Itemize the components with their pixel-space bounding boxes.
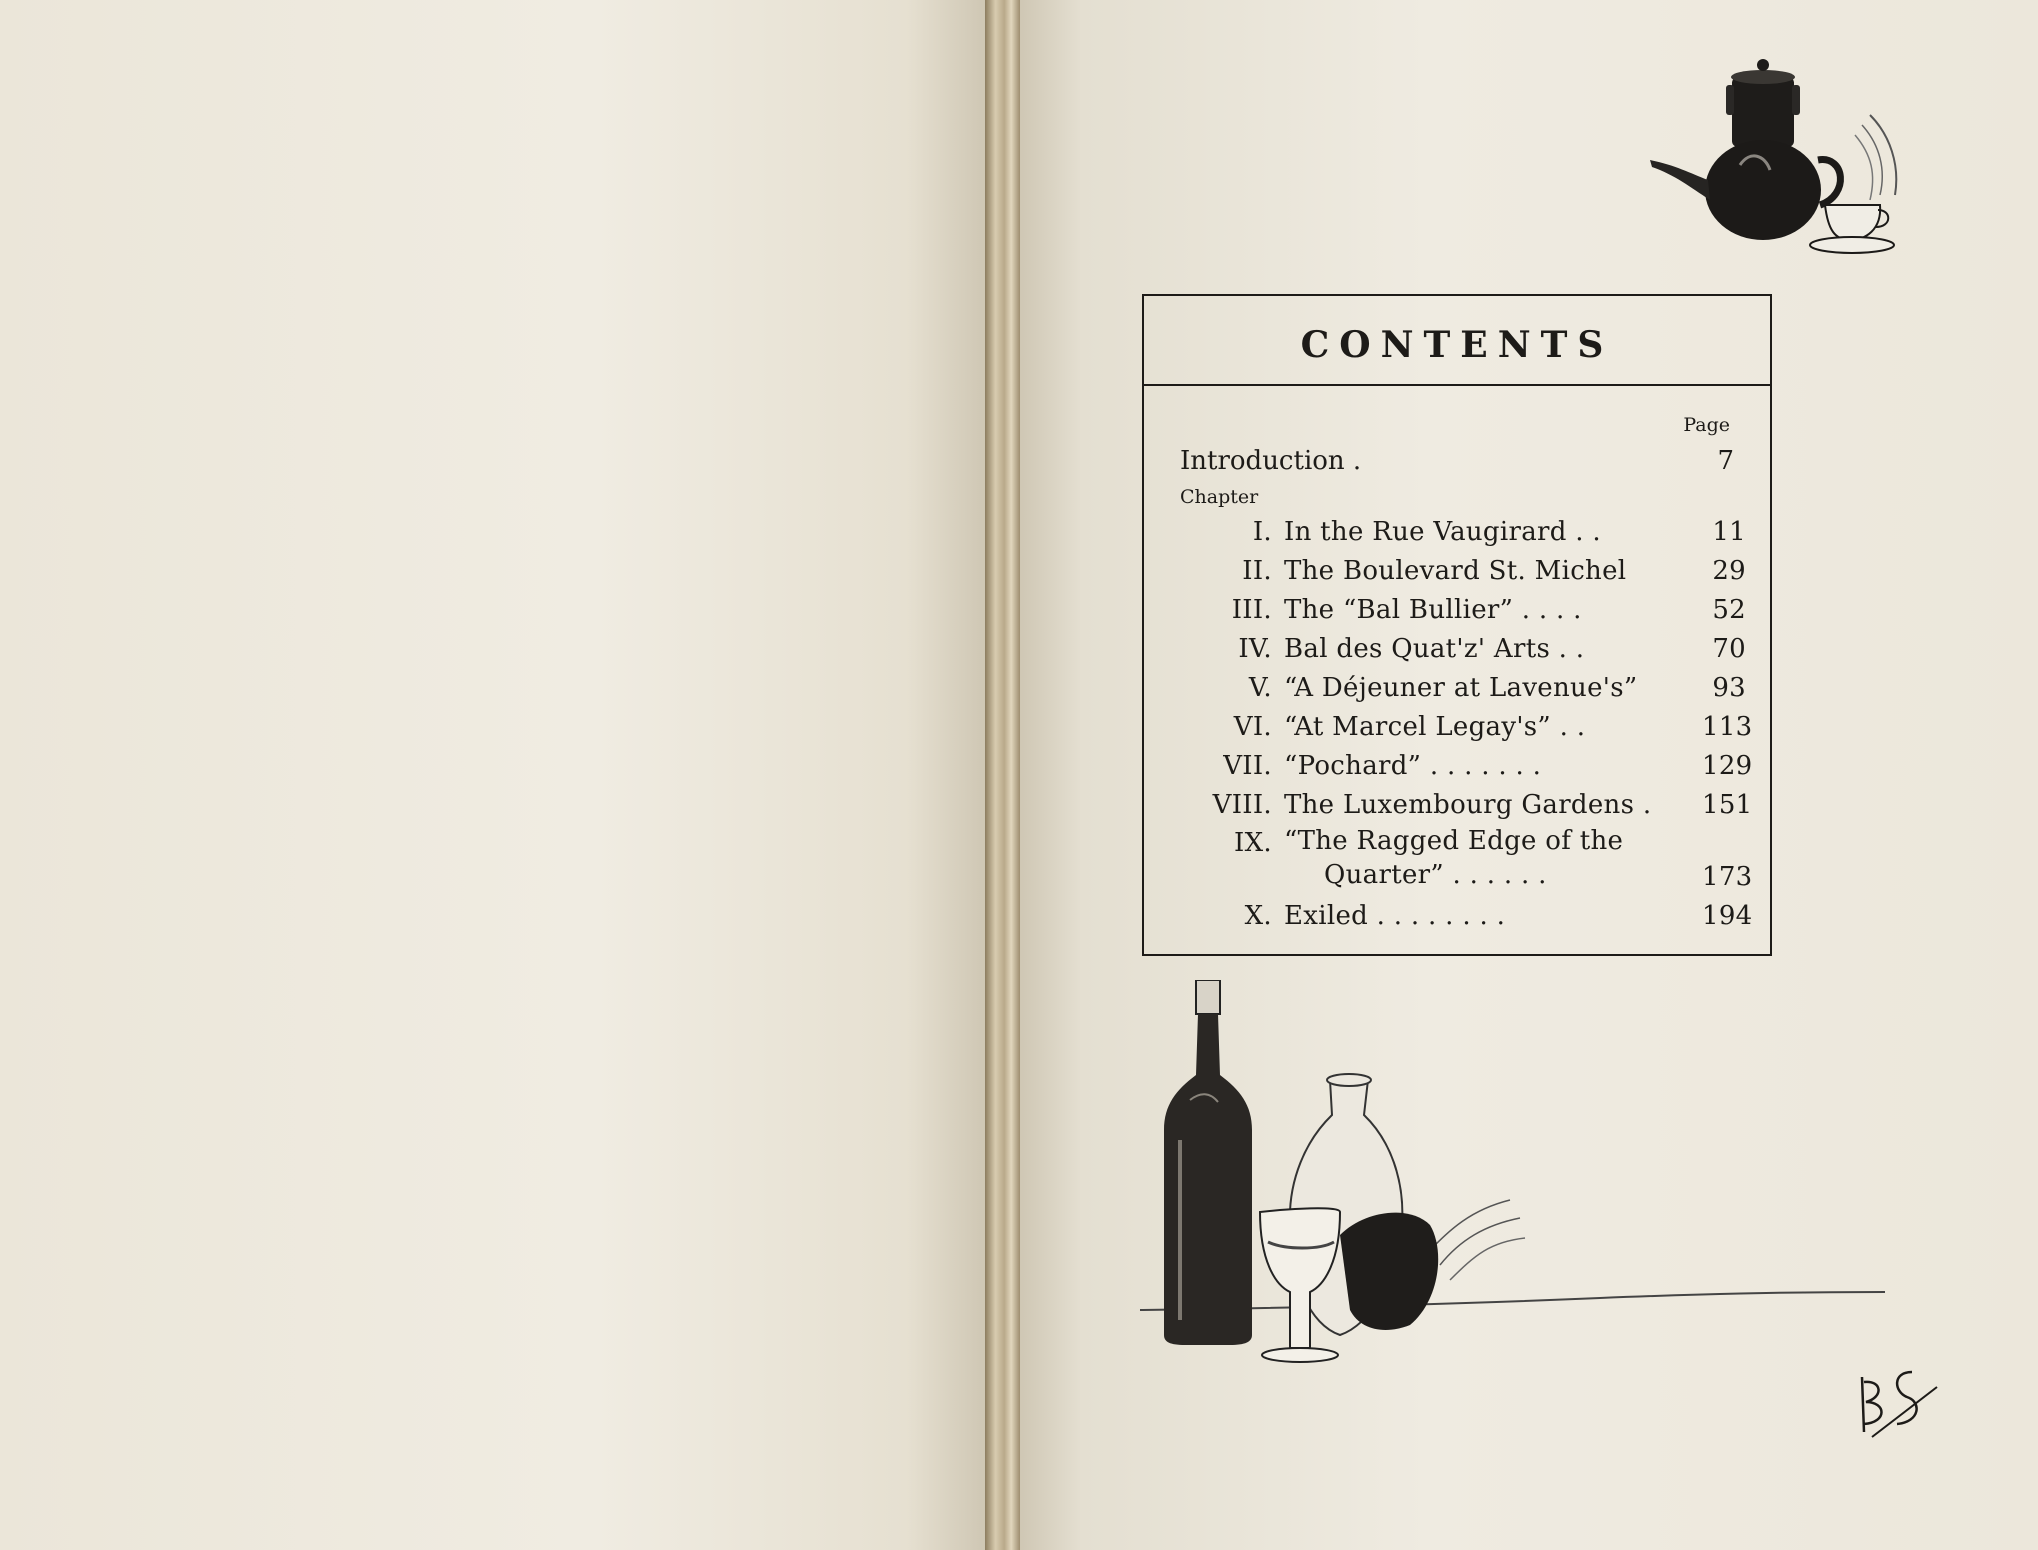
chapter-number: VII. — [1223, 750, 1272, 781]
toc-entry[interactable] — [1174, 707, 1753, 746]
chapter-page: 113 — [1702, 711, 1753, 742]
left-page — [0, 0, 985, 1550]
chapter-page: 11 — [1712, 516, 1746, 547]
chapter-number: IX. — [1234, 828, 1272, 858]
chapter-title-line1: “The Ragged Edge of the — [1284, 826, 1624, 856]
chapter-number: II. — [1242, 555, 1272, 586]
introduction-page: 7 — [1717, 446, 1734, 476]
chapter-number: I. — [1252, 516, 1272, 547]
chapter-title — [1284, 824, 1702, 892]
toc-entry[interactable] — [1174, 668, 1746, 707]
toc-entry[interactable] — [1174, 896, 1753, 935]
chapter-title: “At Marcel Legay's” . . — [1284, 711, 1586, 742]
introduction-title: Introduction . — [1180, 446, 1362, 476]
chapter-title: “A Déjeuner at Lavenue's” — [1284, 672, 1638, 703]
chapter-title: The “Bal Bullier” . . . . — [1284, 594, 1582, 625]
chapter-number: VIII. — [1212, 789, 1272, 820]
toc-entry[interactable] — [1174, 590, 1746, 629]
toc-entry[interactable] — [1174, 512, 1746, 551]
teapot-illustration — [1640, 55, 1910, 270]
contents-title: CONTENTS — [1300, 324, 1614, 366]
chapter-title: In the Rue Vaugirard . . — [1284, 516, 1601, 547]
chapter-page: 194 — [1702, 900, 1753, 931]
chapter-page: 173 — [1702, 862, 1753, 892]
chapter-title: The Luxembourg Gardens . — [1284, 789, 1652, 820]
book-spine — [985, 0, 1020, 1550]
chapter-page: 129 — [1702, 750, 1753, 781]
chapter-title: “Pochard” . . . . . . . — [1284, 750, 1542, 781]
chapter-title: The Boulevard St. Michel — [1284, 555, 1627, 586]
page-column-header: Page — [1683, 414, 1730, 436]
chapter-number: IV. — [1238, 633, 1272, 664]
chapter-title: Bal des Quat'z' Arts . . — [1284, 633, 1585, 664]
toc-entry[interactable] — [1174, 785, 1753, 824]
toc-entry[interactable] — [1174, 629, 1746, 668]
chapter-column-header: Chapter — [1180, 486, 1259, 508]
contents-box — [1142, 294, 1772, 956]
chapter-number: VI. — [1233, 711, 1272, 742]
chapter-number: V. — [1248, 672, 1272, 703]
chapter-number: III. — [1231, 594, 1272, 625]
toc-entry[interactable] — [1174, 746, 1753, 785]
chapter-number: X. — [1244, 900, 1272, 931]
toc-entry[interactable] — [1174, 824, 1753, 896]
title-rule — [1144, 384, 1770, 386]
artist-signature — [1852, 1362, 1942, 1442]
chapter-title-line2: Quarter” . . . . . . — [1324, 860, 1547, 890]
bottle-decanter-illustration — [1140, 980, 1900, 1370]
chapter-page: 52 — [1712, 594, 1746, 625]
chapter-page: 151 — [1702, 789, 1753, 820]
chapter-page: 93 — [1712, 672, 1746, 703]
chapter-page: 70 — [1712, 633, 1746, 664]
chapter-page: 29 — [1712, 555, 1746, 586]
table-of-contents — [1174, 512, 1753, 935]
introduction-entry[interactable] — [1180, 446, 1734, 476]
toc-entry[interactable] — [1174, 551, 1746, 590]
chapter-title: Exiled . . . . . . . . — [1284, 900, 1506, 931]
